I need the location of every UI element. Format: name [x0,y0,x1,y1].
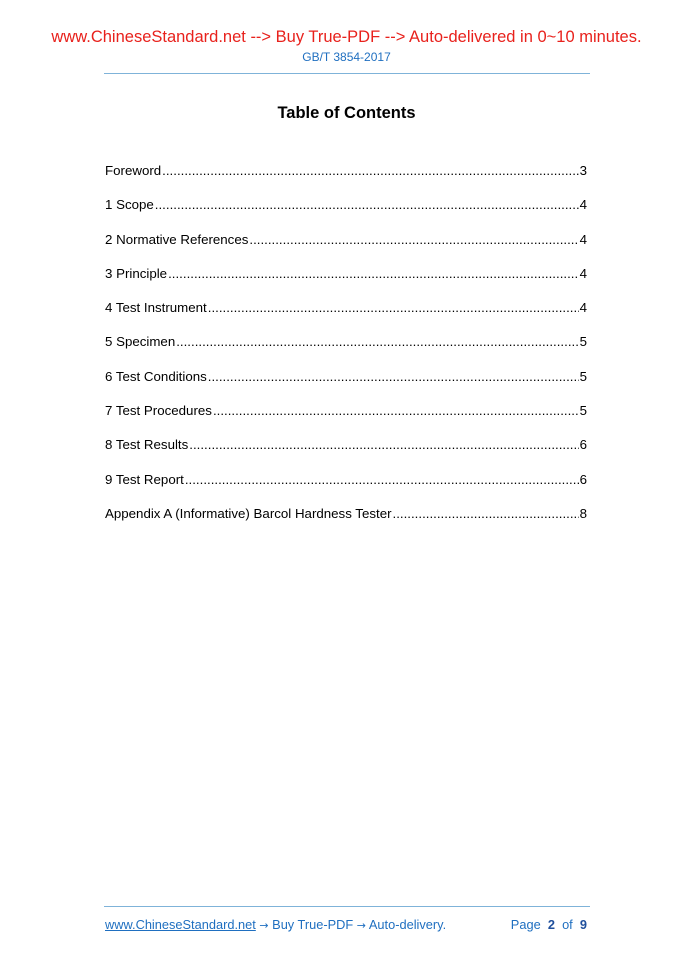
toc-entry-label: 4 Test Instrument [105,300,207,316]
dot-leader [208,368,579,385]
toc-list [105,162,587,539]
toc-entry-label: 9 Test Report [105,471,184,487]
toc-entry-appendix-a[interactable] [105,505,587,539]
toc-entry-test-report[interactable] [105,471,587,505]
toc-entry-normative-references[interactable] [105,231,587,265]
toc-entry-label: Appendix A (Informative) Barcol Hardness Tester [105,505,392,521]
toc-entry-page: 4 [579,265,587,281]
toc-entry-test-procedures[interactable] [105,402,587,436]
dot-leader [155,196,579,213]
page-label: Page [510,917,541,932]
right-arrow-icon: → [259,919,269,932]
toc-entry-test-results[interactable] [105,436,587,470]
dot-leader [249,231,578,248]
toc-entry-label: Foreword [105,163,162,178]
footer-site-link[interactable]: www.ChineseStandard.net [105,917,256,932]
toc-entry-label: 7 Test Procedures [105,403,212,419]
top-banner-link[interactable]: www.ChineseStandard.net --> Buy True-PDF --> Auto-delivered in 0~10 minutes. [51,28,642,46]
header-divider [104,73,590,74]
toc-entry-page: 5 [579,368,587,384]
toc-entry-label: 3 Principle [105,265,168,281]
toc-entry-page: 4 [579,300,587,316]
toc-entry-label: 2 Normative References [105,231,249,247]
toc-entry-page: 5 [579,334,587,350]
toc-entry-test-conditions[interactable] [105,368,587,402]
dot-leader [162,162,578,179]
toc-entry-page: 6 [579,471,587,487]
toc-entry-label: 8 Test Results [105,437,189,453]
toc-entry-page: 3 [579,163,587,178]
toc-entry-scope[interactable] [105,196,587,230]
dot-leader [208,299,579,316]
toc-entry-label: 5 Specimen [105,334,176,350]
footer-divider [104,906,590,907]
toc-entry-page: 6 [579,437,587,453]
dot-leader [185,471,579,488]
current-page: 2 [547,917,555,932]
total-pages: 9 [579,917,587,932]
toc-entry-page: 4 [579,231,587,247]
toc-entry-label: 1 Scope [105,197,154,213]
toc-entry-page: 8 [579,505,587,521]
toc-entry-principle[interactable] [105,265,587,299]
toc-entry-page: 5 [579,403,587,419]
toc-entry-specimen[interactable] [105,333,587,367]
dot-leader [393,505,579,522]
toc-entry-label: 6 Test Conditions [105,368,207,384]
standard-code: GB/T 3854-2017 [302,50,391,64]
page-of-label: of [562,917,573,932]
footer-delivery-text: Auto-delivery. [368,917,447,932]
dot-leader [189,436,578,453]
right-arrow-icon: → [356,919,367,932]
toc-entry-foreword[interactable] [105,162,587,196]
toc-entry-page: 4 [579,197,587,213]
toc-title: Table of Contents [277,104,416,122]
footer-left [105,917,446,933]
dot-leader [176,333,578,350]
toc-entry-test-instrument[interactable] [105,299,587,333]
dot-leader [168,265,579,282]
dot-leader [213,402,579,419]
footer-buy-text: Buy True-PDF [272,917,354,932]
page-number [511,917,587,932]
